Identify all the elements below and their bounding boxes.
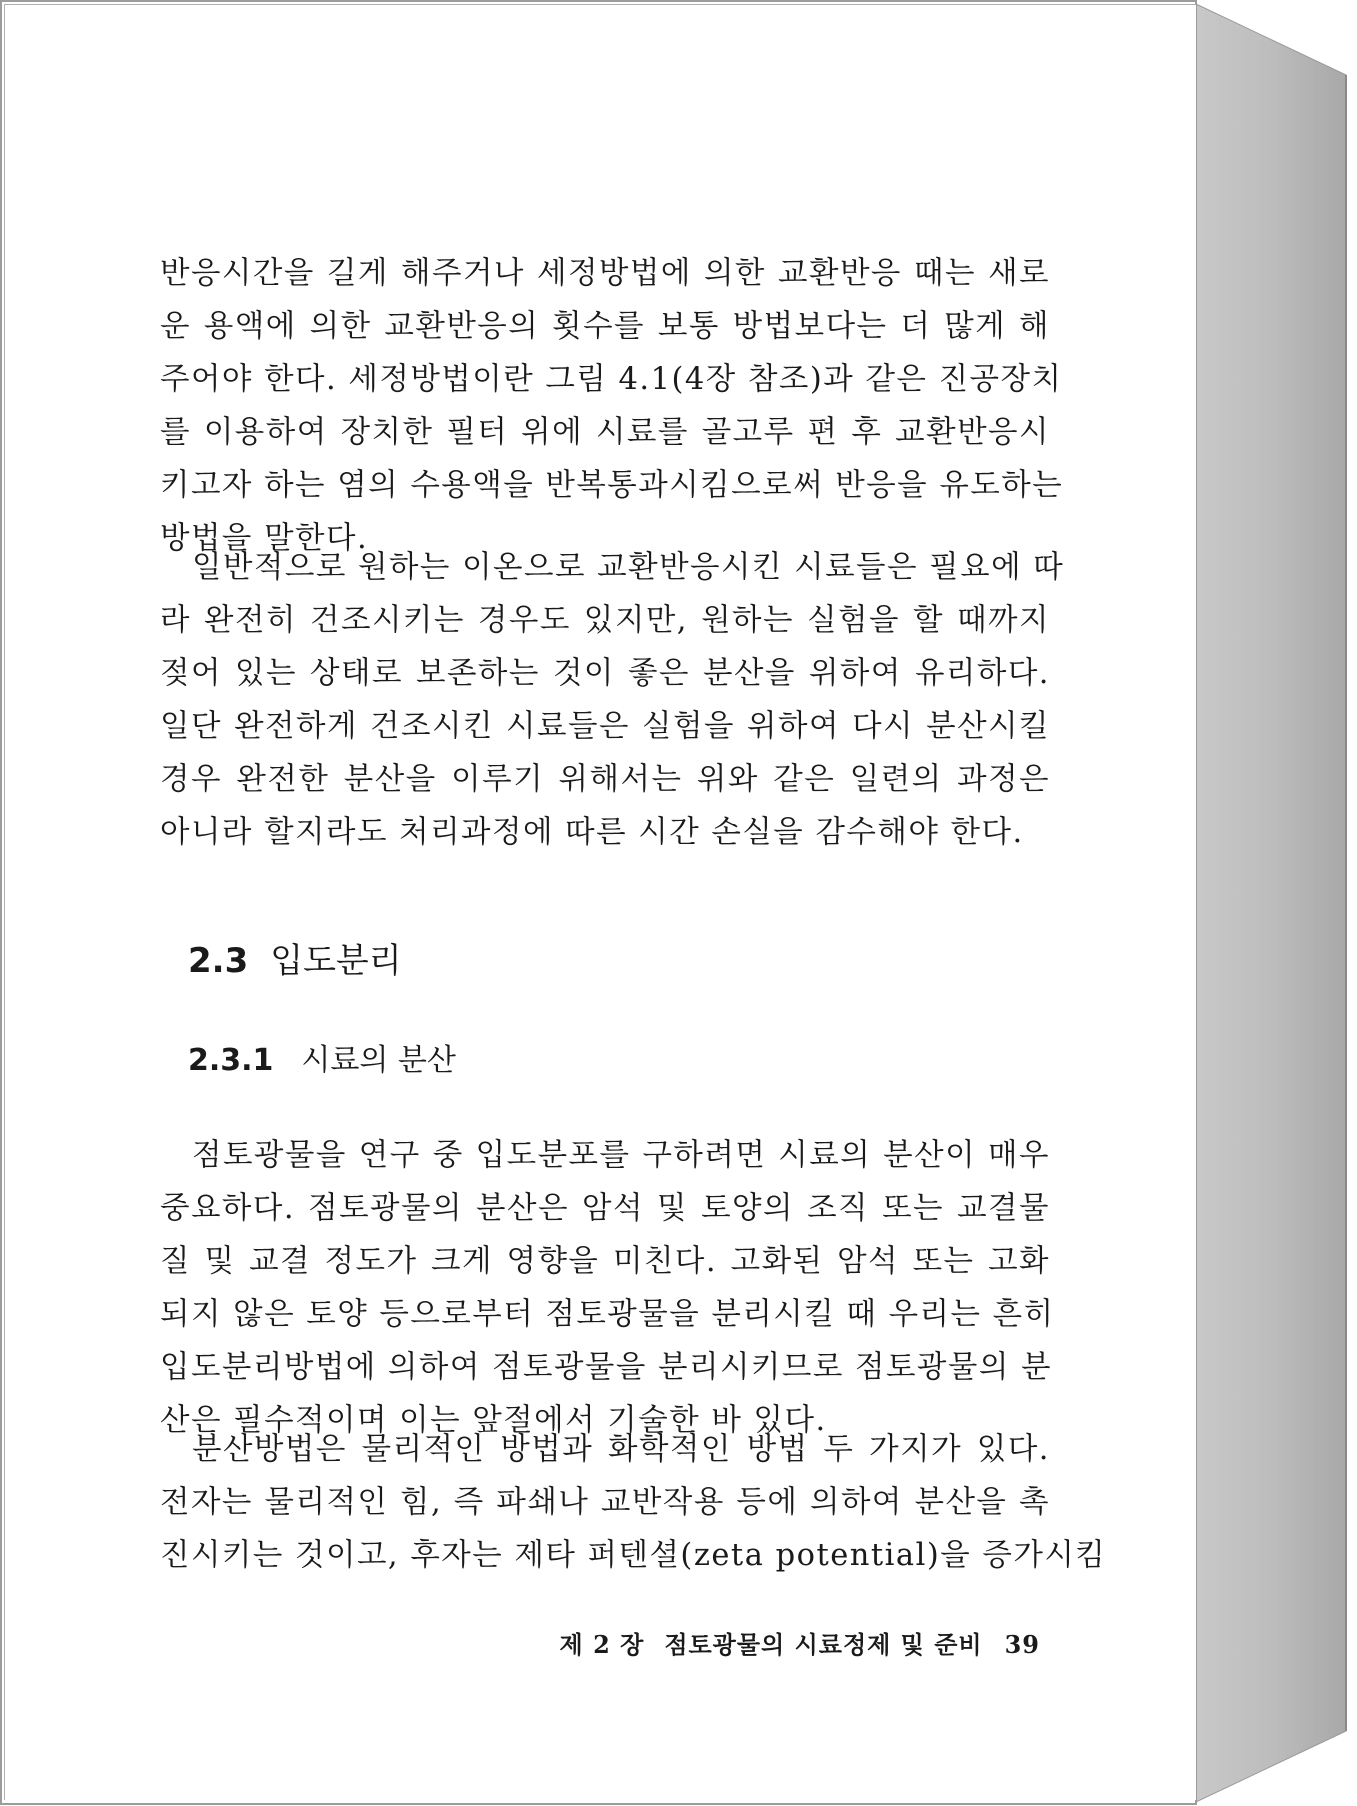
- text-line: 아니라 할지라도 처리과정에 따른 시간 손실을 감수해야 한다.: [160, 815, 1024, 850]
- text-line: 일반적으로 원하는 이온으로 교환반응시킨 시료들은 필요에 따: [192, 550, 1065, 585]
- text-line: 진시키는 것이고, 후자는 제타 퍼텐셜(zeta potential)을 증가시킴: [160, 1538, 1107, 1573]
- section-number: 2.3: [188, 941, 249, 981]
- text-line: 중요하다. 점토광물의 분산은 암석 및 토양의 조직 또는 교결물: [160, 1191, 1050, 1226]
- text-line: 를 이용하여 장치한 필터 위에 시료를 골고루 편 후 교환반응시: [160, 415, 1050, 450]
- text-line: 산은 필수적이며 이는 앞절에서 기술한 바 있다.: [160, 1403, 827, 1438]
- page-number: 39: [1004, 1630, 1040, 1659]
- text-line: 젖어 있는 상태로 보존하는 것이 좋은 분산을 위하여 유리하다.: [160, 656, 1050, 691]
- text-line: 전자는 물리적인 힘, 즉 파쇄나 교반작용 등에 의하여 분산을 촉: [160, 1485, 1050, 1520]
- document-page: [4, 4, 1196, 1800]
- paragraph-1: [160, 247, 1064, 565]
- text-line: 라 완전히 건조시키는 경우도 있지만, 원하는 실험을 할 때까지: [160, 603, 1050, 638]
- subsection-number: 2.3.1: [188, 1043, 274, 1078]
- subsection-title: 시료의 분산: [301, 1043, 456, 1078]
- text-line: 입도분리방법에 의하여 점토광물을 분리시키므로 점토광물의 분: [160, 1350, 1052, 1385]
- footer-title: 점토광물의 시료정제 및 준비: [664, 1630, 983, 1659]
- text-line: 질 및 교결 정도가 크게 영향을 미친다. 고화된 암석 또는 고화: [160, 1244, 1050, 1279]
- text-line: 운 용액에 의한 교환반응의 횟수를 보통 방법보다는 더 많게 해: [160, 309, 1050, 344]
- text-line: 점토광물을 연구 중 입도분포를 구하려면 시료의 분산이 매우: [192, 1138, 1050, 1173]
- subsection-heading: [188, 1035, 456, 1079]
- section-title: 입도분리: [270, 941, 402, 981]
- text-line: 키고자 하는 염의 수용액을 반복통과시킴으로써 반응을 유도하는: [160, 468, 1064, 503]
- book-side-edge: [1196, 4, 1346, 1802]
- text-line: 반응시간을 길게 해주거나 세정방법에 의한 교환반응 때는 새로: [160, 256, 1050, 291]
- page-footer: [545, 1625, 1040, 1660]
- text-line: 일단 완전하게 건조시킨 시료들은 실험을 위하여 다시 분산시킬: [160, 709, 1050, 744]
- text-line: 방법을 말한다.: [160, 521, 369, 556]
- paragraph-4: [160, 1423, 1107, 1582]
- text-line: 되지 않은 토양 등으로부터 점토광물을 분리시킬 때 우리는 흔히: [160, 1297, 1055, 1332]
- text-line: 분산방법은 물리적인 방법과 화학적인 방법 두 가지가 있다.: [192, 1432, 1050, 1467]
- paragraph-2: [160, 541, 1065, 859]
- paragraph-3: [160, 1129, 1055, 1447]
- text-line: 경우 완전한 분산을 이루기 위해서는 위와 같은 일련의 과정은: [160, 762, 1050, 797]
- section-heading: [188, 933, 402, 982]
- text-line: 주어야 한다. 세정방법이란 그림 4.1(4장 참조)과 같은 진공장치: [160, 362, 1063, 397]
- footer-chapter: 제 2 장: [559, 1630, 645, 1659]
